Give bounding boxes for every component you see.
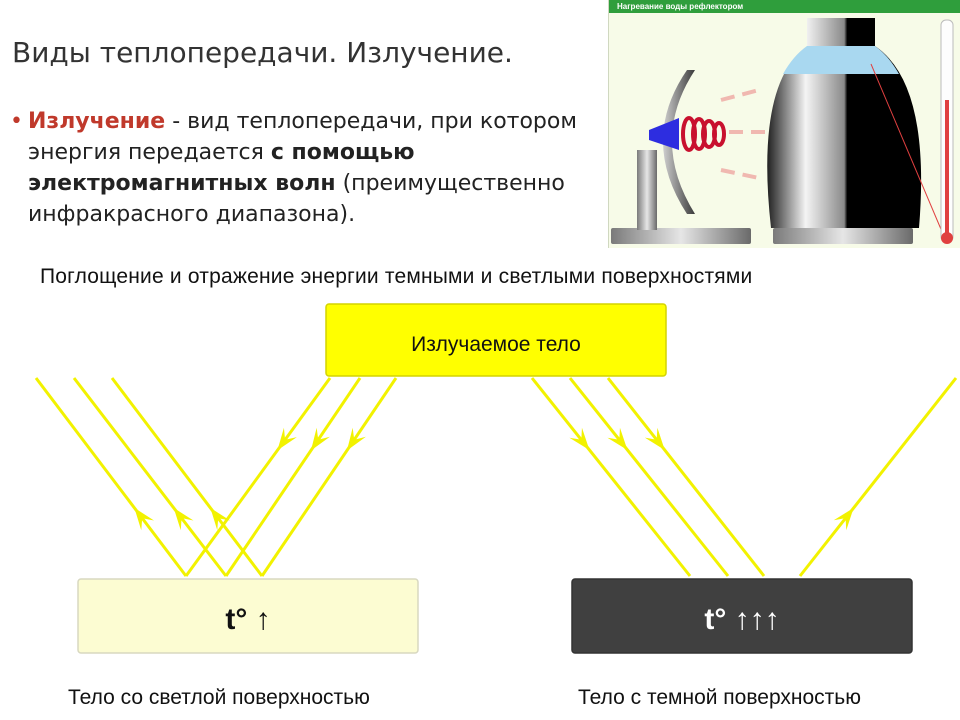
incoming-ray-dark-2 [570,378,728,576]
bullet-dot: • [10,109,23,134]
source-label: Излучаемое тело [411,333,581,356]
reflected-ray-light-2 [74,378,226,576]
reflected-ray-dark-1 [800,378,956,576]
rays-group [36,378,956,576]
dark-body-temperature: t° ↑↑↑ [704,603,780,636]
light-body-temperature: t° ↑ [225,603,271,636]
incoming-ray-light-3 [262,378,396,576]
light-body-caption: Тело со светлой поверхностью [68,686,370,709]
bullet-text-2: (преимущественно инфракрасного диапазона). [28,171,565,227]
reflected-ray-light-3 [112,378,262,576]
incoming-ray-light-2 [226,378,360,576]
reflected-ray-light-1 [36,378,186,576]
diagram-title: Поглощение и отражение энергии темными и светлыми поверхностями [40,265,753,288]
incoming-ray-dark-3 [608,378,764,576]
bullet-term: Излучение [28,109,166,134]
simulation-header: Нагревание воды рефлектором [609,0,960,13]
dark-body-caption: Тело с темной поверхностью [578,686,861,709]
bullet-text-1: - вид теплопередачи, при котором энергия передается [28,109,577,165]
slide-title: Виды теплопередачи. Излучение. [12,36,513,69]
bullet-bold-1: с помощью электромагнитных волн [28,140,415,196]
incoming-ray-dark-1 [532,378,690,576]
incoming-ray-light-1 [186,378,330,576]
